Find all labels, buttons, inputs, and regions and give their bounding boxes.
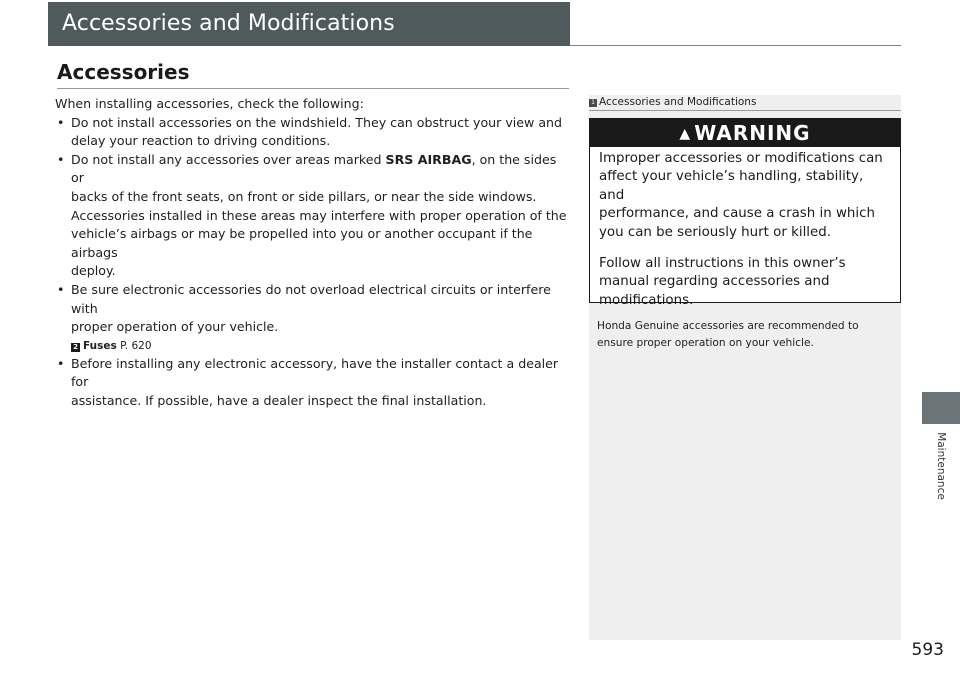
warning-paragraph bbox=[599, 255, 892, 310]
sidebar-header-text: Accessories and Modifications bbox=[599, 96, 757, 108]
warning-header bbox=[590, 119, 900, 147]
bullet-icon: • bbox=[57, 151, 65, 167]
warning-line: performance, and cause a crash in which bbox=[599, 206, 875, 222]
bullet-line: delay your reaction to driving conditions. bbox=[71, 133, 331, 149]
section-heading: Accessories bbox=[57, 60, 190, 84]
bullet-item bbox=[55, 355, 570, 411]
bullet-line: Before installing any electronic accessory, have the installer contact a dealer for bbox=[71, 355, 559, 390]
bullet-line: proper operation of your vehicle. bbox=[71, 319, 279, 335]
warning-line: Follow all instructions in this owner’s bbox=[599, 256, 846, 272]
section-tab-label: Maintenance bbox=[935, 432, 947, 500]
bullet-line bbox=[71, 151, 570, 188]
bullet-icon: • bbox=[57, 114, 65, 130]
bullet-text: , on the sides or bbox=[71, 151, 557, 186]
bullet-icon: • bbox=[57, 355, 65, 371]
srs-airbag-term: SRS AIRBAG bbox=[385, 151, 472, 167]
sidebar-divider bbox=[589, 110, 901, 111]
title-divider bbox=[570, 45, 901, 46]
sidebar-header bbox=[589, 96, 756, 108]
intro-text: When installing accessories, check the following: bbox=[55, 96, 364, 111]
warning-line: manual regarding accessories and bbox=[599, 274, 830, 290]
section-divider bbox=[57, 88, 569, 89]
note-marker-icon: 1 bbox=[589, 99, 597, 107]
cross-reference-icon: 2 bbox=[71, 343, 80, 352]
note-line: Honda Genuine accessories are recommended to bbox=[597, 320, 859, 332]
xref-page: P. 620 bbox=[120, 339, 152, 352]
note-line: ensure proper operation on your vehicle. bbox=[597, 336, 814, 349]
warning-box bbox=[589, 118, 901, 308]
bullet-item bbox=[55, 281, 570, 337]
warning-body bbox=[590, 147, 900, 310]
warning-paragraph bbox=[599, 150, 892, 242]
bullet-line: Be sure electronic accessories do not overload electrical circuits or interfere with bbox=[71, 281, 551, 316]
warning-line: modifications. bbox=[599, 292, 694, 308]
warning-line: affect your vehicle’s handling, stability, and bbox=[599, 169, 864, 203]
bullet-item bbox=[55, 114, 570, 151]
bullet-text: Do not install any accessories over areas marked bbox=[71, 151, 386, 167]
bullet-icon: • bbox=[57, 281, 65, 297]
bullet-line: backs of the front seats, on front or side pillars, or near the side windows. bbox=[71, 188, 537, 204]
bullet-line: vehicle’s airbags or may be propelled into you or another occupant if the airbags bbox=[71, 226, 533, 260]
page-number: 593 bbox=[911, 640, 944, 660]
warning-triangle-icon: ▲ bbox=[679, 126, 692, 142]
main-content bbox=[55, 95, 570, 411]
section-tab-marker bbox=[922, 392, 960, 424]
bullet-line: Accessories installed in these areas may interfere with proper operation of the bbox=[71, 207, 567, 223]
bullet-item bbox=[55, 151, 570, 281]
fuses-cross-reference[interactable] bbox=[55, 337, 570, 355]
bullet-line: assistance. If possible, have a dealer inspect the final installation. bbox=[71, 392, 487, 408]
warning-title: WARNING bbox=[694, 121, 811, 145]
xref-label: Fuses bbox=[83, 339, 117, 352]
bullet-line: Do not install accessories on the windshield. They can obstruct your view and bbox=[71, 114, 563, 130]
bullet-line: deploy. bbox=[71, 263, 116, 279]
warning-line: Improper accessories or modifications can bbox=[599, 151, 883, 166]
page-title: Accessories and Modifications bbox=[48, 2, 570, 46]
warning-line: you can be seriously hurt or killed. bbox=[599, 224, 832, 240]
sidebar-note bbox=[597, 318, 887, 351]
